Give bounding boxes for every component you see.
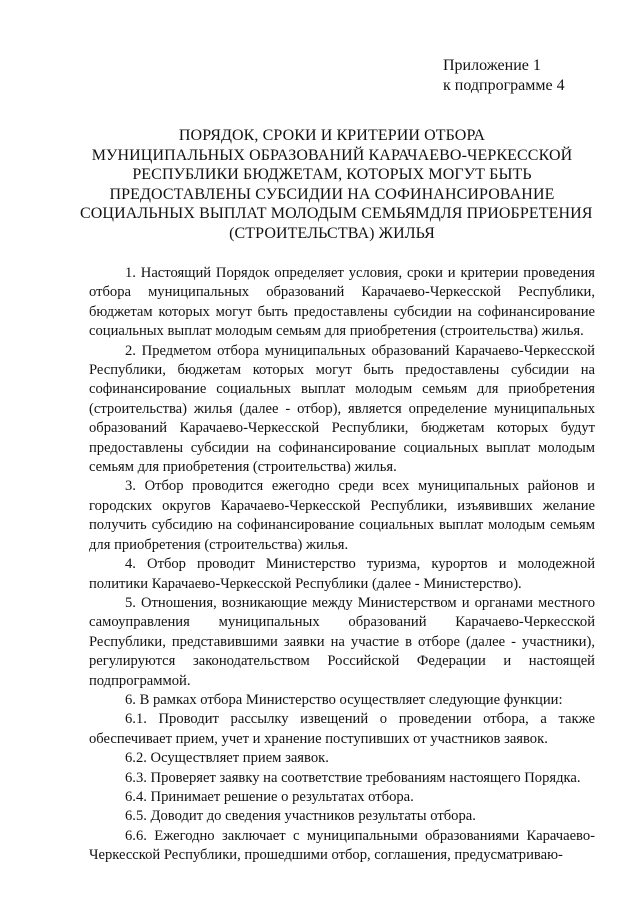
title-line: РЕСПУБЛИКИ БЮДЖЕТАМ, КОТОРЫХ МОГУТ БЫТЬ xyxy=(132,166,532,183)
title-line: ПРЕДОСТАВЛЕНЫ СУБСИДИИ НА СОФИНАНСИРОВАНИЕ xyxy=(109,185,555,203)
title-line: МУНИЦИПАЛЬНЫХ ОБРАЗОВАНИЙ КАРАЧАЕВО-ЧЕРКЕССКОЙ xyxy=(91,146,573,164)
paragraph-6-1: 6.1. Проводит рассылку извещений о проведении отбора, а также обеспечивает прием, учет и хранение поступивших от участников заявок. xyxy=(89,711,595,747)
paragraph-6-6: 6.6. Ежегодно заключает с муниципальными образованиями Карачаево-Черкесской Республики, прошедшими отбор, соглашения, предусматриваю- xyxy=(89,827,595,864)
title-line: ПОРЯДОК, СРОКИ И КРИТЕРИИ ОТБОРА xyxy=(178,127,486,144)
title-line: (СТРОИТЕЛЬСТВА) ЖИЛЬЯ xyxy=(229,224,435,242)
paragraph-4: 4. Отбор проводит Министерство туризма, курортов и молодежной политики Карачаево-Черкесской Республики (далее - Министерство). xyxy=(89,556,595,592)
paragraph-6-5: 6.5. Доводит до сведения участников результаты отбора. xyxy=(125,808,476,825)
annex-subprogram: к подпрограмме 4 xyxy=(443,77,565,94)
paragraph-6-2: 6.2. Осуществляет прием заявок. xyxy=(125,750,329,767)
paragraph-2: 2. Предметом отбора муниципальных образований Карачаево-Черкесской Республики, бюджетам которых могут быть предоставлены субсидии на софинансирование социальных выплат молодым семьям для приобретения (строительства) жилья (далее - отбор), является определение муниципальных образований Карачаево-Черкесской Республики, бюджетам которых будут предоставлены субсидии на софинансирование социальных выплат молодым семьям для приобретения (строительства) жилья. xyxy=(89,342,595,476)
document-title xyxy=(80,126,593,243)
title-line: СОЦИАЛЬНЫХ ВЫПЛАТ МОЛОДЫМ СЕМЬЯМДЛЯ ПРИОБРЕТЕНИЯ xyxy=(80,205,593,222)
annex-label xyxy=(443,56,623,96)
paragraph-1: 1. Настоящий Порядок определяет условия, сроки и критерии проведения отбора муниципальных образований Карачаево-Черкесской Республики, бюджетам которых могут быть предоставлены субсидии на софинансирование социальных выплат молодым семьям для приобретения (строительства) жилья. xyxy=(89,265,595,340)
annex-number: Приложение 1 xyxy=(443,57,541,74)
paragraph-3: 3. Отбор проводится ежегодно среди всех муниципальных районов и городских округов Карачаево-Черкесской Республики, изъявивших желание получить субсидию на софинансирование социальных выплат молодым семьям для приобретения (строительства) жилья. xyxy=(89,478,595,553)
paragraph-6-4: 6.4. Принимает решение о результатах отбора. xyxy=(125,788,414,805)
paragraph-6-3: 6.3. Проверяет заявку на соответствие требованиям настоящего Порядка. xyxy=(125,769,581,786)
document-body xyxy=(89,264,595,866)
paragraph-5: 5. Отношения, возникающие между Министерством и органами местного самоуправления муниципальных образований Карачаево-Черкесской Республики, представившими заявки на участие в отборе (далее - участники), регулируются законодательством Российской Федерации и настоящей подпрограммой. xyxy=(89,594,595,689)
paragraph-6: 6. В рамках отбора Министерство осуществляет следующие функции: xyxy=(125,691,563,708)
